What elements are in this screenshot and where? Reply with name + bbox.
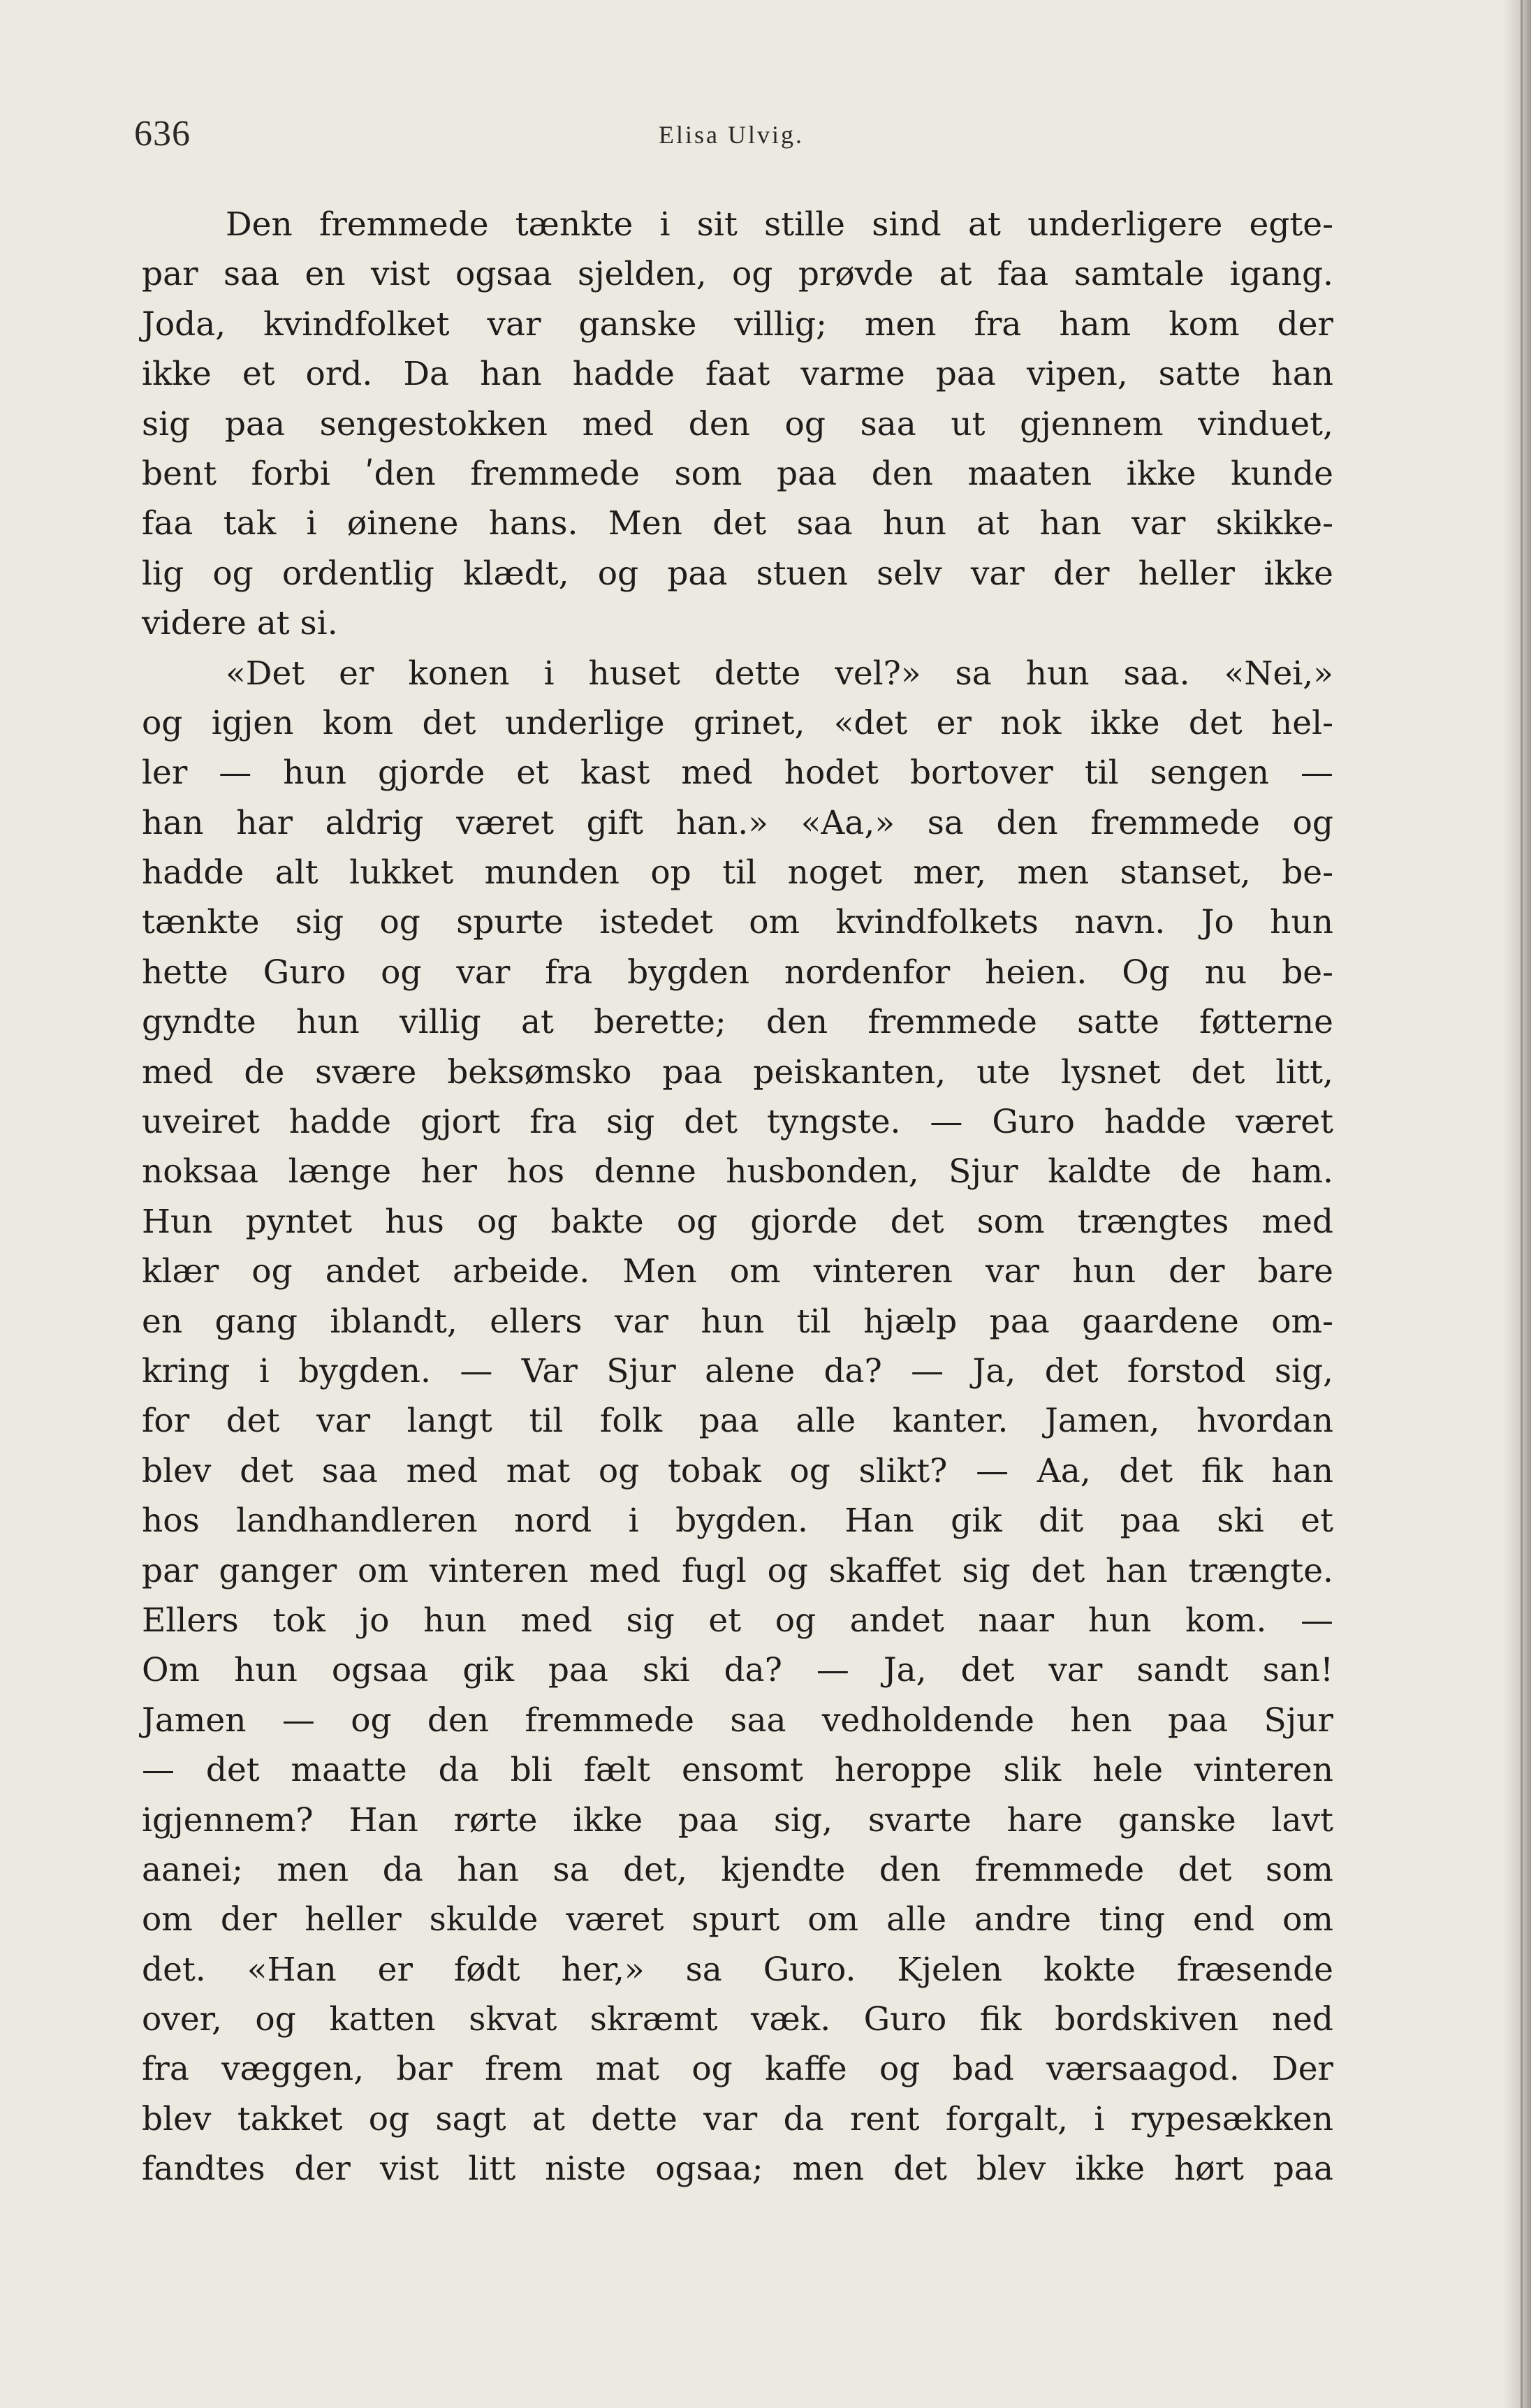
page-number: 636 [134,114,191,154]
text-line: «Det er konen i huset dette vel?» sa hun saa. «Nei,» [226,654,1333,693]
page-header [134,105,1328,154]
text-line: over, og katten skvat skræmt væk. Guro fik bordskiven ned [142,2000,1333,2039]
running-title: Elisa Ulvig. [659,121,804,149]
text-line: med de svære beksømsko paa peiskanten, ute lysnet det litt, [142,1052,1333,1092]
text-line: faa tak i øinene hans. Men det saa hun at han var skikke- [142,504,1333,543]
text-line: om der heller skulde været spurt om alle andre ting end om [142,1900,1333,1939]
text-line: gyndte hun villig at berette; den fremmede satte føtterne [142,1003,1333,1042]
text-line: blev det saa med mat og tobak og slikt? — Aa, det fik han [142,1451,1333,1490]
text-line: ikke et ord. Da han hadde faat varme paa vipen, satte han [142,355,1333,394]
text-line: Jamen — og den fremmede saa vedholdende hen paa Sjur [142,1701,1333,1740]
text-line: videre at si. [142,604,338,643]
text-line: hos landhandleren nord i bygden. Han gik dit paa ski et [142,1502,1333,1541]
text-line: bent forbi ʹden fremmede som paa den maaten ikke kunde [142,454,1333,493]
text-line: igjennem? Han rørte ikke paa sig, svarte hare ganske lavt [142,1800,1333,1840]
text-line: Hun pyntet hus og bakte og gjorde det som trængtes med [142,1202,1333,1241]
text-line: Den fremmede tænkte i sit stille sind at underligere egte- [226,205,1333,244]
text-line: hadde alt lukket munden op til noget mer, men stanset, be- [142,853,1333,893]
page-spine-edge [1521,0,1523,2408]
text-line: ler — hun gjorde et kast med hodet bortover til sengen — [142,754,1333,793]
text-line: fra væggen, bar frem mat og kaffe og bad værsaagod. Der [142,2050,1333,2089]
text-line: han har aldrig været gift han.» «Aa,» sa den fremmede og [142,803,1333,842]
text-line: Om hun ogsaa gik paa ski da? — Ja, det var sandt san! [142,1651,1333,1690]
text-line: Ellers tok jo hun med sig et og andet naar hun kom. — [142,1601,1333,1640]
text-line: og igjen kom det underlige grinet, «det er nok ikke det hel- [142,703,1333,742]
text-line: en gang iblandt, ellers var hun til hjælp paa gaardene om- [142,1302,1333,1341]
text-line: kring i bygden. — Var Sjur alene da? — Ja, det forstod sig, [142,1351,1333,1390]
text-line: lig og ordentlig klædt, og paa stuen selv var der heller ikke [142,554,1333,593]
text-line: aanei; men da han sa det, kjendte den fremmede det som [142,1850,1333,1889]
text-line: det. «Han er født her,» sa Guro. Kjelen kokte fræsende [142,1950,1333,1989]
text-line: blev takket og sagt at dette var da rent forgalt, i rypesækken [142,2099,1333,2138]
text-line: tænkte sig og spurte istedet om kvindfolkets navn. Jo hun [142,903,1333,942]
text-line: Joda, kvindfolket var ganske villig; men fra ham kom der [142,304,1333,344]
text-line: noksaa længe her hos denne husbonden, Sjur kaldte de ham. [142,1152,1333,1191]
text-line: — det maatte da bli fælt ensomt heroppe slik hele vinteren [142,1751,1333,1790]
text-line: for det var langt til folk paa alle kanter. Jamen, hvordan [142,1402,1333,1441]
text-line: hette Guro og var fra bygden nordenfor heien. Og nu be- [142,953,1333,992]
text-line: klær og andet arbeide. Men om vinteren var hun der bare [142,1252,1333,1291]
body-text [142,200,1333,2194]
text-line: fandtes der vist litt niste ogsaa; men det blev ikke hørt paa [142,2150,1333,2189]
text-line: sig paa sengestokken med den og saa ut gjennem vinduet, [142,404,1333,443]
page-spine-shadow [1503,0,1531,2408]
text-line: par saa en vist ogsaa sjelden, og prøvde at faa samtale igang. [142,255,1333,294]
text-line: par ganger om vinteren med fugl og skaffet sig det han trængte. [142,1551,1333,1590]
text-line: uveiret hadde gjort fra sig det tyngste. — Guro hadde været [142,1103,1333,1142]
